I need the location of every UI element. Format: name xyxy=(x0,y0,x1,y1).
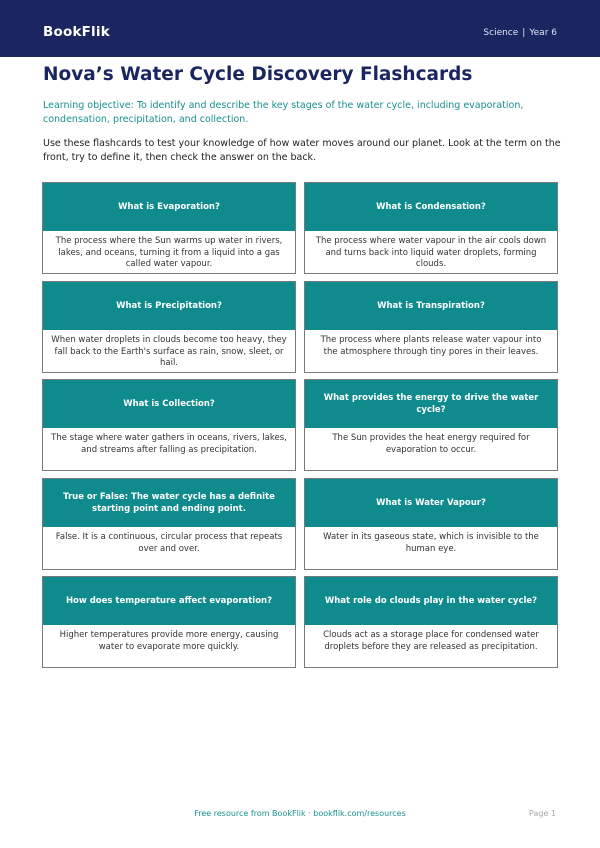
flashcard-front: What is Condensation? xyxy=(305,183,557,231)
flashcard[interactable] xyxy=(42,379,296,471)
page-number: Page 1 xyxy=(529,809,556,818)
flashcard[interactable] xyxy=(304,281,558,373)
subject-label: Science xyxy=(483,28,519,38)
flashcard-back: The process where the Sun warms up water in rivers, lakes, and oceans, turning it from a liquid into a gas called water vapour. xyxy=(55,236,283,269)
flashcard-front: What is Water Vapour? xyxy=(305,479,557,527)
flashcard-back: The Sun provides the heat energy required for evaporation to occur. xyxy=(332,433,530,455)
flashcard-front: What is Transpiration? xyxy=(305,282,557,330)
learning-objective: Learning objective: To identify and describe the key stages of the water cycle, including evaporation, condensation, precipitation, and collection. xyxy=(43,100,524,125)
flashcard-front: How does temperature affect evaporation? xyxy=(43,577,295,625)
flashcard-front: What is Collection? xyxy=(43,380,295,428)
flashcard[interactable] xyxy=(42,478,296,570)
flashcard[interactable] xyxy=(42,281,296,373)
flashcard[interactable] xyxy=(42,576,296,668)
flashcard-back: The process where water vapour in the air cools down and turns back into liquid water droplets, forming clouds. xyxy=(315,236,547,269)
intro-text: Use these flashcards to test your knowledge of how water moves around our planet. Look at the term on the front, try to define it, then check the answer on the back. xyxy=(43,138,561,163)
flashcard-back: The stage where water gathers in oceans, rivers, lakes, and streams after falling as precipitation. xyxy=(51,433,287,455)
page-header xyxy=(0,0,600,57)
flashcard-front: What provides the energy to drive the water cycle? xyxy=(305,380,557,428)
flashcard-back: False. It is a continuous, circular process that repeats over and over. xyxy=(55,532,283,554)
flashcard-back: Clouds act as a storage place for condensed water droplets before they are released as precipitation. xyxy=(323,630,539,652)
brand-logo[interactable]: BookFlik xyxy=(43,24,110,40)
page-title: Nova’s Water Cycle Discovery Flashcards xyxy=(43,64,473,85)
flashcard[interactable] xyxy=(304,182,558,274)
flashcard[interactable] xyxy=(42,182,296,274)
footer-link[interactable]: Free resource from BookFlik · bookflik.com/resources xyxy=(194,809,406,818)
header-meta xyxy=(483,28,557,38)
flashcard-front: What is Evaporation? xyxy=(43,183,295,231)
flashcard-back: When water droplets in clouds become too heavy, they fall back to the Earth's surface as rain, snow, sleet, or hail. xyxy=(51,335,287,368)
flashcard[interactable] xyxy=(304,576,558,668)
flashcard-back: The process where plants release water vapour into the atmosphere through tiny pores in their leaves. xyxy=(320,335,542,357)
meta-separator: | xyxy=(522,28,526,38)
flashcard-back: Higher temperatures provide more energy, causing water to evaporate more quickly. xyxy=(59,630,279,652)
flashcard[interactable] xyxy=(304,478,558,570)
flashcard-back: Water in its gaseous state, which is invisible to the human eye. xyxy=(323,532,539,554)
year-label: Year 6 xyxy=(529,28,557,38)
flashcard-front: What role do clouds play in the water cycle? xyxy=(305,577,557,625)
flashcard[interactable] xyxy=(304,379,558,471)
flashcard-front: What is Precipitation? xyxy=(43,282,295,330)
flashcard-front: True or False: The water cycle has a definite starting point and ending point. xyxy=(43,479,295,527)
